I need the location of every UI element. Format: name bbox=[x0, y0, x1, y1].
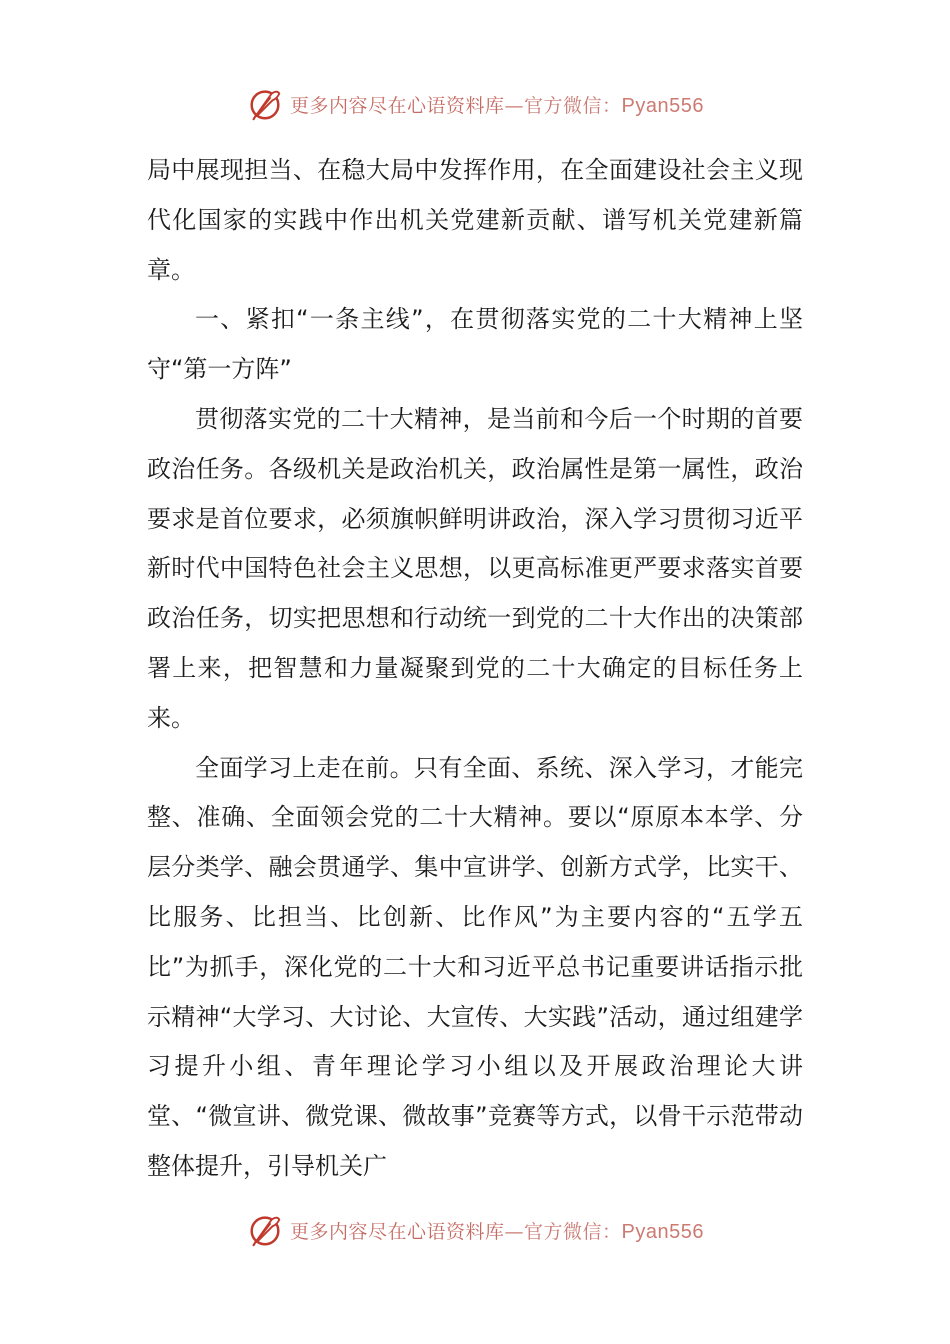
section-heading: 一、紧扣“一条主线”，在贯彻落实党的二十大精神上坚守“第一方阵” bbox=[147, 305, 803, 384]
paragraph: 局中展现担当、在稳大局中发挥作用，在全面建设社会主义现代化国家的实践中作出机关党建新贡献、谱写机关党建新篇章。 bbox=[147, 156, 803, 284]
watermark-text bbox=[290, 91, 704, 118]
paragraph: 全面学习上走在前。只有全面、系统、深入学习，才能完整、准确、全面领会党的二十大精神。要以“原原本本学、分层分类学、融会贯通学、集中宣讲学、创新方式学，比实干、比服务、比担当、比创新、比作风”为主要内容的“五学五比”为抓手，深化党的二十大和习近平总书记重要讲话指示批示精神“大学习、大讨论、大宣传、大实践”活动，通过组建学习提升小组、青年理论学习小组以及开展政治理论大讲堂、“微宣讲、微党课、微故事”竞赛等方式，以骨干示范带动整体提升，引导机关广 bbox=[147, 753, 803, 1180]
watermark-dash: — bbox=[504, 1220, 525, 1243]
quill-pen-logo-icon bbox=[246, 1211, 284, 1249]
watermark-text bbox=[290, 1217, 704, 1244]
watermark-wechat-id: Pyan556 bbox=[621, 1220, 704, 1243]
watermark-label: 更多内容尽在心语资料库 bbox=[290, 1220, 505, 1243]
watermark-suffix: 官方微信： bbox=[524, 1220, 622, 1243]
watermark-dash: — bbox=[504, 94, 525, 117]
watermark-suffix: 官方微信： bbox=[524, 94, 622, 117]
header-watermark bbox=[0, 82, 950, 126]
footer-watermark bbox=[0, 1208, 950, 1252]
quill-pen-logo-icon bbox=[246, 85, 284, 123]
body-text bbox=[147, 146, 803, 1192]
watermark-label: 更多内容尽在心语资料库 bbox=[290, 94, 505, 117]
watermark-wechat-id: Pyan556 bbox=[621, 94, 704, 117]
paragraph: 贯彻落实党的二十大精神，是当前和今后一个时期的首要政治任务。各级机关是政治机关，政治属性是第一属性，政治要求是首位要求，必须旗帜鲜明讲政治，深入学习贯彻习近平新时代中国特色社会主义思想，以更高标准更严要求落实首要政治任务，切实把思想和行动统一到党的二十大作出的决策部署上来，把智慧和力量凝聚到党的二十大确定的目标任务上来。 bbox=[147, 404, 803, 732]
